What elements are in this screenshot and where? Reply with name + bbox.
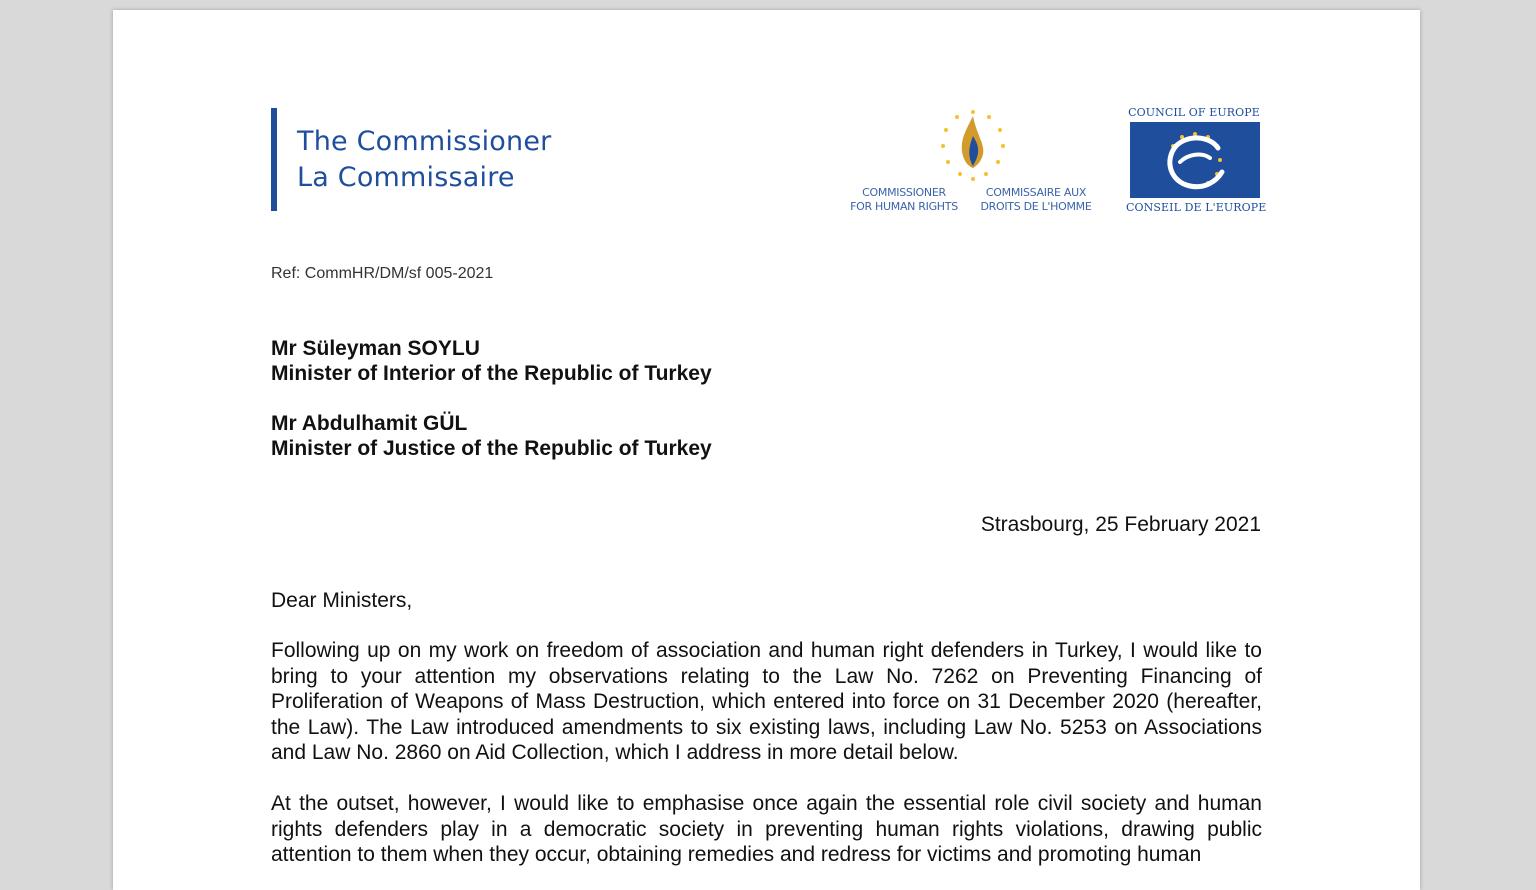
brand-fr: La Commissaire: [297, 162, 515, 193]
coe-title-fr: CONSEIL DE L'EUROPE: [1126, 201, 1267, 214]
letter-date: Strasbourg, 25 February 2021: [980, 513, 1261, 536]
commissioner-brand: [297, 124, 551, 196]
flame-stars-icon: [935, 106, 1011, 184]
brand-bar: [271, 108, 277, 211]
chr-label-en: COMMISSIONER FOR HUMAN RIGHTS: [850, 186, 958, 213]
salutation: Dear Ministers,: [271, 589, 413, 612]
document-page: [113, 10, 1420, 890]
coe-title-en: COUNCIL OF EUROPE: [1128, 106, 1260, 119]
recipient-2: [271, 411, 712, 461]
chr-label-fr: COMMISSAIRE AUX DROITS DE L'HOMME: [980, 186, 1092, 213]
coe-flag: [1130, 122, 1260, 198]
brand-en: The Commissioner: [297, 126, 552, 157]
commissioner-human-rights-logo: [843, 106, 1103, 216]
recipient-1-name: Mr Süleyman SOYLU: [271, 337, 480, 360]
reference-number: Ref: CommHR/DM/sf 005-2021: [271, 265, 494, 282]
council-of-europe-logo: [1126, 106, 1266, 218]
paragraph-2: At the outset, however, I would like to emphasise once again the essential role civil society and human rights defenders play in a democratic society in preventing human rights violations, drawing public attention to them when they occur, obtaining remedies and redress for victims and promoting human: [271, 792, 1262, 866]
recipient-1: [271, 336, 712, 386]
coe-emblem-icon: [1130, 122, 1260, 198]
paragraph-1: Following up on my work on freedom of association and human right defenders in Turkey, I would like to bring to your attention my observations relating to the Law No. 7262 on Preventing Financing of Proliferation of Weapons of Mass Destruction, which entered into force on 31 December 2020 (hereafter, the Law). The Law introduced amendments to six existing laws, including Law No. 5253 on Associations and Law No. 2860 on Aid Collection, which I address in more detail below.: [271, 639, 1262, 764]
recipient-2-title: Minister of Justice of the Republic of Turkey: [271, 437, 712, 460]
recipient-1-title: Minister of Interior of the Republic of Turkey: [271, 362, 712, 385]
recipient-2-name: Mr Abdulhamit GÜL: [271, 412, 468, 435]
